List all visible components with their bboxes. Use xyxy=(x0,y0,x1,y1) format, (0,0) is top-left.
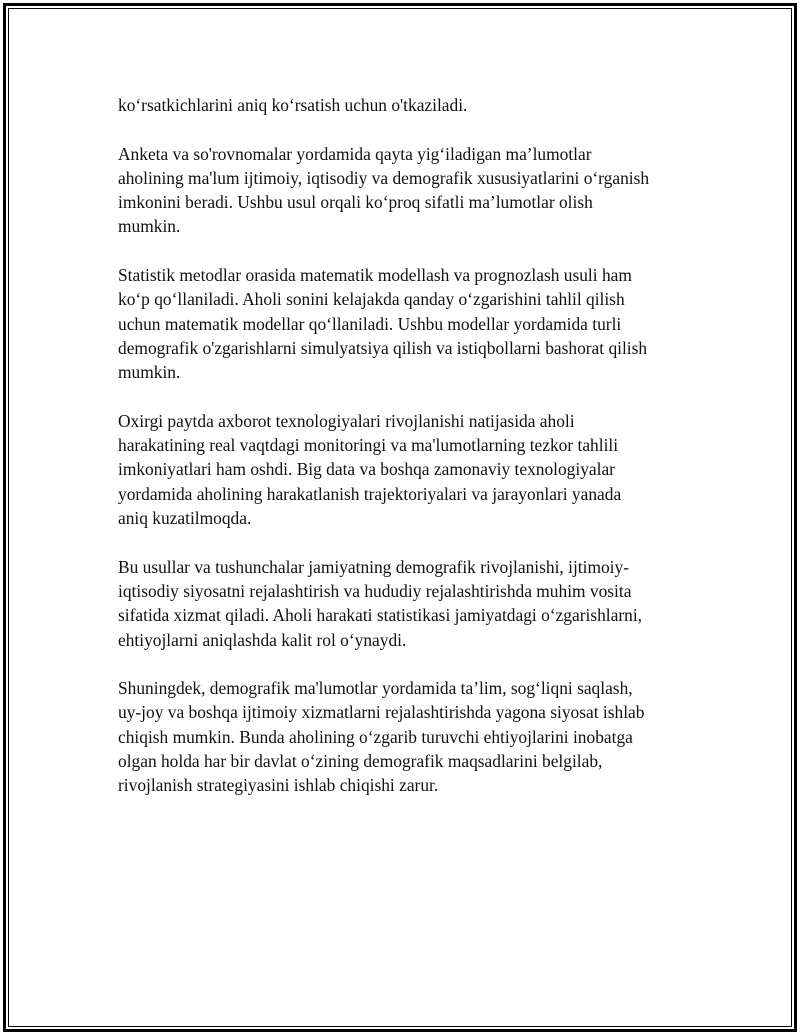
text-line: ko‘rsatkichlarini aniq ko‘rsatish uchun o'tkaziladi. xyxy=(118,95,468,115)
text-line: Anketa va so'rovnomalar yordamida qayta yig‘iladigan ma’lumotlar xyxy=(118,143,592,164)
text-line: Oxirgi paytda axborot texnologiyalari rivojlanishi natijasida aholi xyxy=(118,410,575,431)
text-line: imkonini beradi. Ushbu usul orqali ko‘proq sifatli ma’lumotlar olish xyxy=(118,192,593,213)
paragraph-2 xyxy=(118,142,698,239)
text-line: uy-joy va boshqa ijtimoiy xizmatlarni rejalashtirishda yagona siyosat ishlab xyxy=(118,702,645,723)
text-line: rivojlanish strategiyasini ishlab chiqishi zarur. xyxy=(118,775,439,796)
text-line: olgan holda har bir davlat o‘zining demografik maqsadlarini belgilab, xyxy=(118,751,603,772)
paragraph-6 xyxy=(118,676,698,797)
text-line: uchun matematik modellar qo‘llaniladi. Ushbu modellar yordamida turli xyxy=(118,313,622,334)
text-line: ko‘p qo‘llaniladi. Aholi sonini kelajakda qanday o‘zgarishini tahlil qilish xyxy=(118,289,625,310)
text-line: aholining ma'lum ijtimoiy, iqtisodiy va demografik xususiyatlarini o‘rganish xyxy=(118,167,650,188)
text-line: demografik o'zgarishlarni simulyatsiya qilish va istiqbollarni bashorat qilish xyxy=(118,337,648,358)
paragraph-1 xyxy=(118,93,698,117)
document-body xyxy=(118,93,698,822)
text-line: ehtiyojlarni aniqlashda kalit rol o‘ynaydi. xyxy=(118,629,407,650)
text-line: mumkin. xyxy=(118,362,181,383)
text-line: yordamida aholining harakatlanish trajektoriyalari va jarayonlari yanada xyxy=(118,483,622,504)
paragraph-3 xyxy=(118,263,698,384)
text-line: Shuningdek, demografik ma'lumotlar yordamida ta’lim, sog‘liqni saqlash, xyxy=(118,678,633,699)
text-line: iqtisodiy siyosatni rejalashtirish va hududiy rejalashtirishda muhim vosita xyxy=(118,580,632,601)
text-line: mumkin. xyxy=(118,216,181,237)
text-line: imkoniyatlari ham oshdi. Big data va boshqa zamonaviy texnologiyalar xyxy=(118,459,615,480)
paragraph-4 xyxy=(118,409,698,530)
text-line: chiqish mumkin. Bunda aholining o‘zgarib turuvchi ehtiyojlarini inobatga xyxy=(118,726,633,747)
text-line: sifatida xizmat qiladi. Aholi harakati statistikasi jamiyatdagi o‘zgarishlarni, xyxy=(118,605,642,626)
text-line: Bu usullar va tushunchalar jamiyatning demografik rivojlanishi, ijtimoiy- xyxy=(118,556,629,577)
paragraph-5 xyxy=(118,555,698,652)
text-line: harakatining real vaqtdagi monitoringi va ma'lumotlarning tezkor tahlili xyxy=(118,435,619,456)
text-line: Statistik metodlar orasida matematik modellash va prognozlash usuli ham xyxy=(118,265,632,286)
text-line: aniq kuzatilmoqda. xyxy=(118,508,252,529)
